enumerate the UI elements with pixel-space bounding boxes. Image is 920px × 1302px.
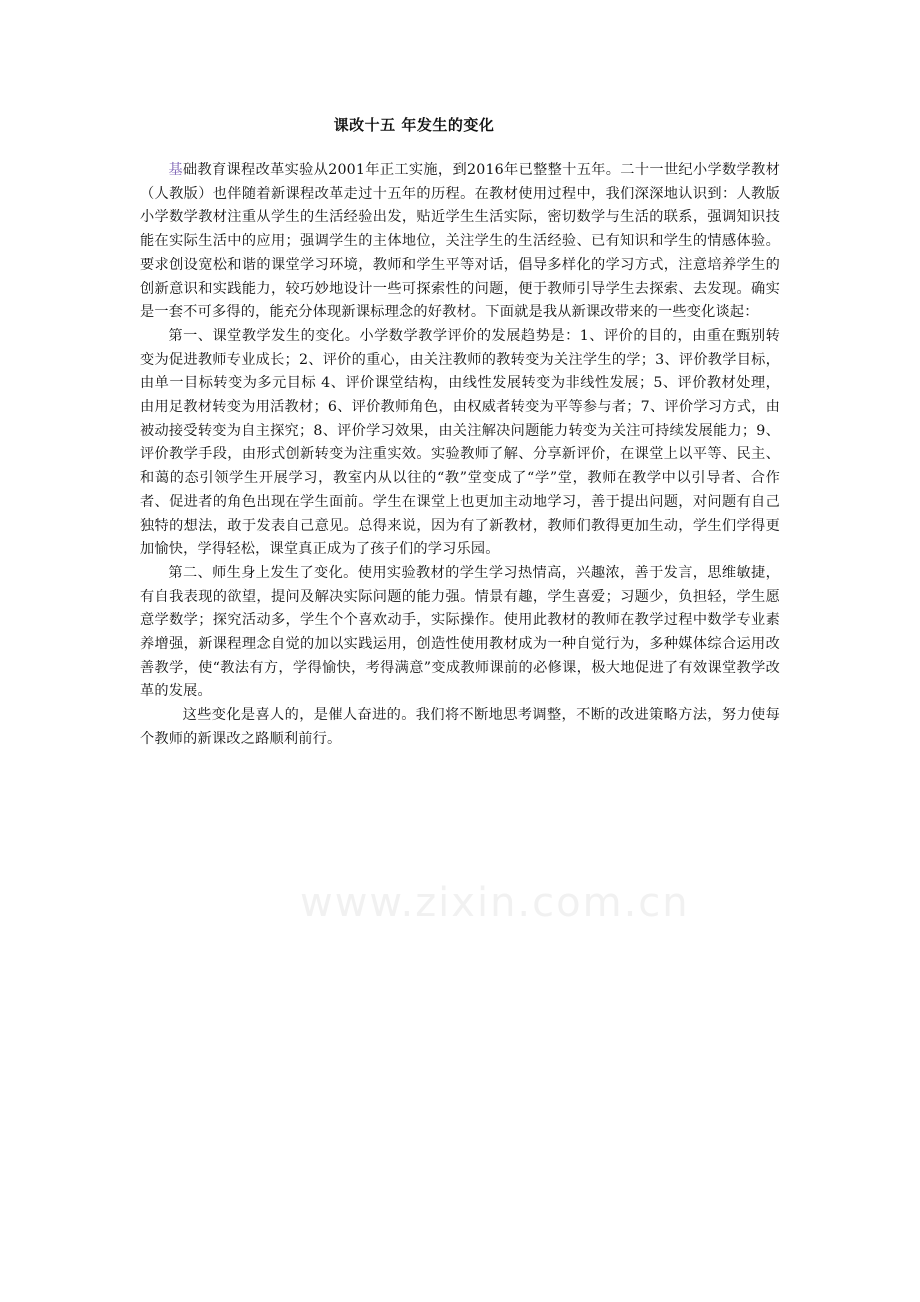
paragraph-intro-first-char: 基 <box>168 162 183 178</box>
document-title: 课改十五 年发生的变化 <box>333 116 495 134</box>
paragraph-conclusion: 这些变化是喜人的，是催人奋进的。我们将不断地思考调整，不断的改进策略方法，努力使每个教师的新课改之路顺利前行。 <box>140 707 780 747</box>
paragraph-intro-text: 础教育课程改革实验从2001年正工实施，到2016年已整整十五年。二十一世纪小学数学教材（人教版）也伴随着新课程改革走过十五年的历程。在教材使用过程中，我们深深地认识到：人教版小学数学教材注重从学生的生活经验出发，贴近学生生活实际，密切数学与生活的联系，强调知识技能在实际生活中的应用；强调学生的主体地位，关注学生的生活经验、已有知识和学生的情感体验。要求创设宽松和谐的课堂学习环境，教师和学生平等对话，倡导多样化的学习方式，注意培养学生的创新意识和实践能力，较巧妙地设计一些可探索性的问题，便于教师引导学生去探索、去发现。确实是一套不可多得的，能充分体现新课标理念的好教材。下面就是我从新课改带来的一些变化谈起： <box>140 162 780 321</box>
document-body <box>140 159 780 752</box>
paragraph-classroom-change: 第一、课堂教学发生的变化。小学数学教学评价的发展趋势是：1、评价的目的，由重在甄别转变为促进教师专业成长；2、评价的重心，由关注教师的教转变为关注学生的学；3、评价教学目标，由单一目标转变为多元目标 4、评价课堂结构，由线性发展转变为非线性发展；5、评价教材处理，由用足教材转变为用活教材；6、评价教师角色，由权威者转变为平等参与者；7、评价学习方式，由被动接受转变为自主探究；8、评价学习效果，由关注解决问题能力转变为关注可持续发展能力；9、评价教学手段，由形式创新转变为注重实效。实验教师了解、分享新评价，在课堂上以平等、民主、和蔼的态引领学生开展学习，教室内从以往的“教”堂变成了“学”堂，教师在教学中以引导者、合作者、促进者的角色出现在学生面前。学生在课堂上也更加主动地学习，善于提出问题，对问题有自己独特的想法，敢于发表自己意见。总得来说，因为有了新教材，教师们教得更加生动，学生们学得更加愉快，学得轻松，课堂真正成为了孩子们的学习乐园。 <box>140 327 780 558</box>
watermark: www.zixin.com.cn <box>300 880 690 926</box>
paragraph-teacher-student-change: 第二、师生身上发生了变化。使用实验教材的学生学习热情高，兴趣浓，善于发言，思维敏捷，有自我表现的欲望，提问及解决实际问题的能力强。情景有趣，学生喜爱；习题少，负担轻，学生愿意学数学；探究活动多，学生个个喜欢动手，实际操作。使用此教材的教师在教学过程中数学专业素养增强，新课程理念自觉的加以实践运用，创造性使用教材成为一种自觉行为，多种媒体综合运用改善教学，使“教法有方，学得愉快，考得满意”变成教师课前的必修课，极大地促进了有效课堂教学改革的发展。 <box>140 564 780 700</box>
paragraph-intro <box>140 159 780 325</box>
